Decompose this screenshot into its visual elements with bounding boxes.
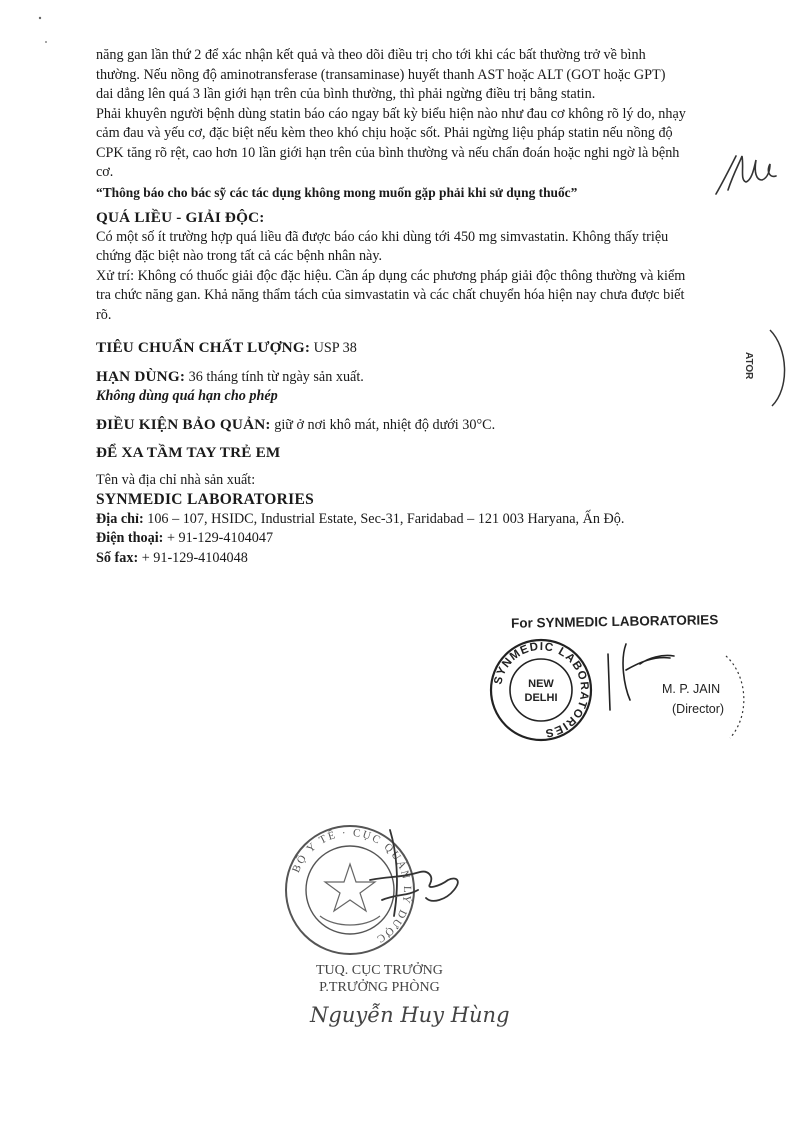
official-line-2: P.TRƯỞNG PHÒNG xyxy=(319,980,440,995)
paragraph-myopathy-warning xyxy=(96,105,764,183)
paragraph-liver-monitoring xyxy=(96,46,764,105)
quality-label: TIÊU CHUẨN CHẤT LƯỢNG: xyxy=(96,339,311,356)
official-line-1: TUQ. CỤC TRƯỞNG xyxy=(316,963,443,978)
storage-label: ĐIỀU KIỆN BẢO QUẢN: xyxy=(96,415,271,433)
storage-value: giữ ở nơi khô mát, nhiệt độ dưới 30°C. xyxy=(270,416,496,433)
text-line: năng gan lần thứ 2 để xác nhận kết quả và theo dõi điều trị cho tới khi các bất thường trở về bình xyxy=(96,47,646,63)
text-line: thường. Nếu nồng độ aminotransferase (transaminase) huyết thanh AST hoặc ALT (GOT hoặc GPT) xyxy=(96,66,666,83)
company-seal xyxy=(486,635,596,745)
text-line: chứng đặc biệt nào trong tất cả các bệnh nhân này. xyxy=(96,248,383,264)
official-name: Nguyễn Huy Hùng xyxy=(310,1003,510,1027)
seal-city-1: NEW xyxy=(528,678,554,690)
text-line: cơ. xyxy=(96,164,114,180)
document-body xyxy=(96,46,764,568)
text-line: cảm đau và yếu cơ, đặc biệt nếu kèm theo khó chịu hoặc sốt. Phải ngừng liệu pháp statin nếu nồng độ xyxy=(96,125,673,141)
official-sign-block xyxy=(316,962,443,996)
signer-name: M. P. JAIN xyxy=(662,682,721,696)
text-line: rõ. xyxy=(96,306,112,323)
keep-away-children: ĐỂ XA TẦM TAY TRẺ EM xyxy=(96,444,281,461)
director-block xyxy=(662,679,724,719)
official-signature xyxy=(330,820,470,930)
text-line: CPK tăng rõ rệt, cao hơn 10 lần giới hạn trên của bình thường và nếu chẩn đoán hoặc nghi ngờ là bệnh xyxy=(96,144,680,161)
manufacturer-intro: Tên và địa chỉ nhà sản xuất: xyxy=(96,471,256,488)
quality-standard xyxy=(96,338,764,359)
text-line: tra chức năng gan. Khả năng thẩm tách của simvastatin và các chất chuyển hóa hiện nay chưa được biết xyxy=(96,287,685,303)
company-stamp-for-line: For SYNMEDIC LABORATORIES xyxy=(510,612,719,631)
margin-fragment: ATOR xyxy=(743,352,754,380)
stamp-edge-arc xyxy=(720,652,760,742)
manufacturer-address xyxy=(96,510,764,530)
seal-city-2: DELHI xyxy=(524,692,558,704)
address-label: Địa chỉ: xyxy=(96,510,144,527)
manufacturer-fax xyxy=(96,549,764,569)
margin-seal-arc xyxy=(768,328,798,408)
phone-value: + 91-129-4104047 xyxy=(163,530,274,546)
initials-signature xyxy=(710,150,780,200)
overdose-heading: QUÁ LIỀU - GIẢI ĐỘC: xyxy=(96,209,265,226)
address-value: 106 – 107, HSIDC, Industrial Estate, Sec-31, Faridabad – 121 003 Haryana, Ấn Độ. xyxy=(143,510,625,527)
quality-value: USP 38 xyxy=(310,340,357,356)
overdose-paragraph xyxy=(96,228,764,326)
fax-label: Số fax: xyxy=(96,549,139,566)
phone-label: Điện thoại: xyxy=(96,530,164,546)
shelf-life-warning: Không dùng quá hạn cho phép xyxy=(96,388,278,404)
shelf-life-value: 36 tháng tính từ ngày sản xuất. xyxy=(185,368,364,385)
storage-conditions xyxy=(96,415,764,436)
adverse-effects-notice: “Thông báo cho bác sỹ các tác dụng không mong muốn gặp phải khi sử dụng thuốc” xyxy=(96,184,578,200)
shelf-life-label: HẠN DÙNG: xyxy=(96,367,186,385)
text-line: dai dẳng lên quá 3 lần giới hạn trên của bình thường, thì phải ngừng điều trị bằng statin. xyxy=(96,86,596,102)
manufacturer-phone xyxy=(96,529,764,549)
fax-value: + 91-129-4104048 xyxy=(138,549,248,566)
text-line: Xử trí: Không có thuốc giải độc đặc hiệu. Cần áp dụng các phương pháp giải độc thông thường và kiểm xyxy=(96,267,686,284)
text-line: Phải khuyên người bệnh dùng statin báo cáo ngay bất kỳ biểu hiện nào như đau cơ không rõ lý do, nhạy xyxy=(96,105,686,122)
manufacturer-name: SYNMEDIC LABORATORIES xyxy=(96,491,315,508)
ministry-seal-text: BỘ Y TẾ · CỤC QUẢN LÝ DƯỢC xyxy=(290,826,414,946)
text-line: Có một số ít trường hợp quá liều đã được báo cáo khi dùng tới 450 mg simvastatin. Không thấy triệu xyxy=(96,228,669,245)
shelf-life xyxy=(96,367,764,388)
seal-ring-text: SYNMEDIC LABORATORIES xyxy=(492,640,591,739)
signer-title: (Director) xyxy=(672,702,725,716)
